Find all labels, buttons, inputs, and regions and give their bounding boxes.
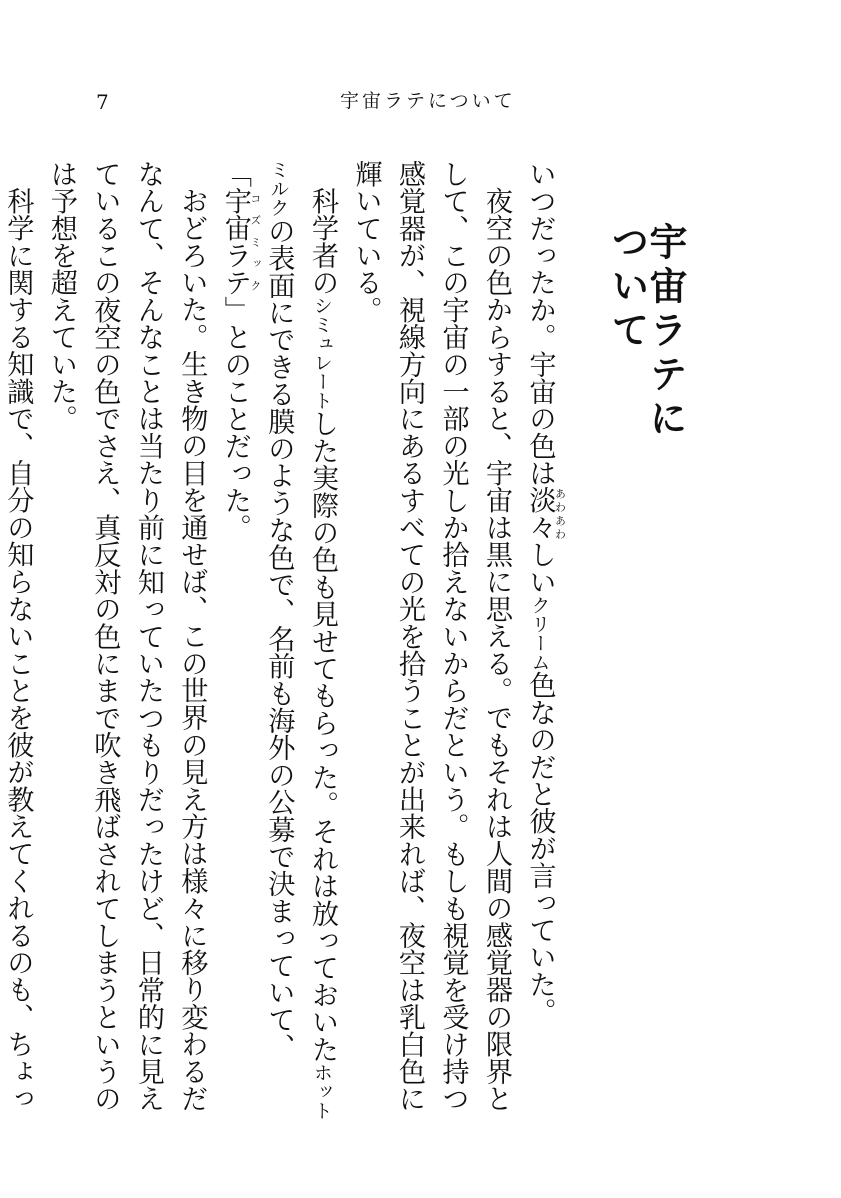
ruby-base-awaawa: 淡々 <box>524 486 556 541</box>
paragraph-1 <box>518 160 566 1120</box>
paragraph-3 <box>213 160 344 1120</box>
ruby-awaawa <box>524 486 567 541</box>
paragraph-3-small-katakana-2: ホットミルク <box>267 160 333 1120</box>
paragraph-3-small-katakana-1: シミュレート <box>310 296 333 410</box>
ruby-text-cosmic: コズミック <box>248 187 262 297</box>
paragraph-1-text-a: いつだったか。宇宙の色は <box>524 160 556 487</box>
paragraph-5: 科学に関する知識で、自分の知らないことを彼が教えてくれるのも、ちょっ <box>2 187 34 1112</box>
paragraph-1-small-katakana: クリーム <box>528 595 551 672</box>
body-text <box>2 160 567 1120</box>
paragraph-3-text-b: した実際の色も見せてもらった。それは放っておいた <box>306 410 338 1063</box>
paragraph-4: おどろいた。生き物の目を通せば、この世界の見え方は様々に移り変わるだなんて、そんなことは当たり前に知っていたつもりだったけど、日常的に見えているこの夜空の色でさえ、真反対の色にまで吹き飛ばされてしまうというのは予想を超えていた。 <box>45 160 208 1112</box>
paragraph-1-text-c: 色なのだと彼が言っていた。 <box>524 671 556 1025</box>
ruby-text-awaawa: あわあわ <box>553 486 567 541</box>
chapter-title: 宇宙ラテについて <box>605 222 688 442</box>
ruby-cosmic <box>219 187 262 297</box>
page-number: 7 <box>96 90 109 114</box>
paragraph-3-text-d: 」とのことだった。 <box>219 296 251 541</box>
paragraph-3-text-a: 科学者の <box>306 187 338 296</box>
ruby-base-cosmic: 宇宙ラテ <box>219 187 251 297</box>
running-head: 宇宙ラテについて <box>340 90 516 112</box>
paragraph-1-text-b: しい <box>524 540 556 596</box>
paragraph-3-text-c: の表面にできる膜のような色で、名前も海外の公募で決まっていて、「 <box>219 160 295 1061</box>
paragraph-2: 夜空の色からすると、宇宙は黒に思える。でもそれは人間の感覚器の限界として、この宇宙の一部の光しか拾えないからだという。もしも視覚を受け持つ感覚器が、視線方向にあるすべての光を拾うことが出来れば、夜空は乳白色に輝いている。 <box>350 160 512 1112</box>
